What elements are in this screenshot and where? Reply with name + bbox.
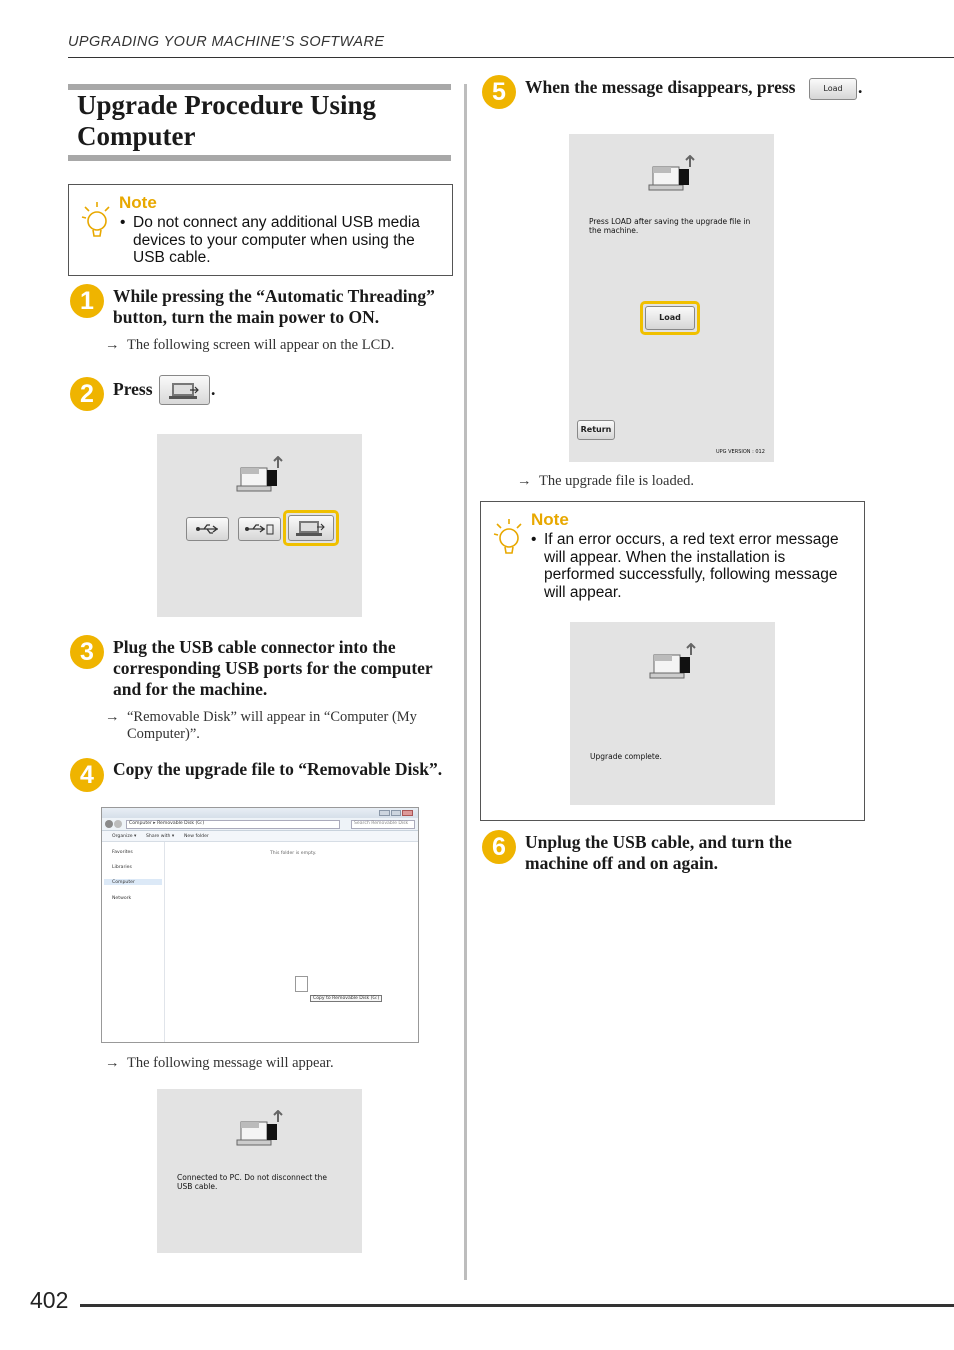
usb-media-button[interactable] — [186, 517, 229, 541]
step-6-text — [525, 832, 865, 874]
note-label-1: Note — [119, 193, 157, 212]
close-button[interactable] — [402, 810, 413, 816]
connected-line2: USB cable. — [177, 1182, 218, 1191]
section-title-line1: Upgrade Procedure Using — [77, 90, 376, 120]
note1-line3: USB cable. — [133, 249, 211, 266]
step-3-line3: and for the machine. — [113, 679, 268, 699]
lcd-screen-load — [569, 134, 774, 462]
computer-connect-button[interactable] — [159, 375, 210, 405]
copy-tooltip: Copy to Removable Disk (G:) — [310, 995, 382, 1002]
window-controls — [379, 810, 413, 816]
usb-storage-icon — [239, 518, 280, 540]
note2-line3: performed successfully, following message — [544, 566, 838, 583]
load-button[interactable]: Load — [645, 306, 695, 330]
machine-upgrade-icon — [647, 155, 697, 193]
step-badge-4: 4 — [70, 758, 104, 792]
address-bar[interactable]: Computer ▸ Removable Disk (G:) — [126, 820, 340, 829]
arrow-icon: → — [517, 473, 532, 489]
note-text-2 — [531, 531, 862, 601]
share-with-menu[interactable]: Share with ▾ — [146, 834, 175, 839]
step-badge-6: 6 — [482, 830, 516, 864]
nav-network[interactable]: Network — [112, 896, 132, 901]
minimize-button[interactable] — [379, 810, 390, 816]
step-5-result — [517, 473, 695, 490]
note-box-1 — [68, 184, 453, 276]
step-3-result — [105, 709, 447, 743]
arrow-icon: → — [105, 709, 120, 725]
machine-upgrade-icon — [235, 1110, 285, 1148]
note1-line2: devices to your computer when using the — [133, 231, 415, 249]
machine-upgrade-icon — [235, 456, 285, 494]
search-box[interactable]: Search Removable Disk — [351, 820, 415, 829]
explorer-titlebar — [102, 808, 418, 818]
note1-line1: Do not connect any additional USB media — [133, 214, 420, 231]
step-1-line2: button, turn the main power to ON. — [113, 307, 380, 327]
organize-menu[interactable]: Organize ▾ — [112, 834, 137, 839]
step-3-result-line1: “Removable Disk” will appear in “Computer (My — [127, 709, 417, 725]
step-3-result-line2: Computer)”. — [127, 726, 200, 742]
arrow-icon: → — [105, 337, 120, 353]
step-3-text — [113, 637, 458, 700]
load-line1: Press LOAD after saving the upgrade file in — [589, 217, 751, 226]
step-6-line1: Unplug the USB cable, and turn the — [525, 832, 792, 852]
version-text: UPG VERSION : 012 — [716, 449, 765, 455]
step-2-text: Press — [113, 379, 153, 399]
step-3-line2: corresponding USB ports for the computer — [113, 658, 433, 678]
arrow-icon: → — [105, 1055, 120, 1071]
step-5-period: . — [858, 77, 863, 97]
new-folder-button[interactable]: New folder — [184, 834, 209, 839]
computer-button[interactable] — [288, 515, 334, 541]
footer-rule — [80, 1304, 954, 1307]
note-label-2: Note — [531, 510, 569, 529]
file-icon[interactable] — [295, 976, 308, 992]
explorer-toolbar — [102, 831, 418, 842]
step-badge-1: 1 — [70, 284, 104, 318]
load-line2: the machine. — [589, 226, 639, 235]
note-box-2 — [480, 501, 865, 821]
back-button[interactable] — [105, 820, 113, 828]
note2-line4: will appear. — [544, 583, 622, 601]
note-bullet-2: • — [531, 531, 537, 548]
connected-message — [177, 1173, 327, 1191]
running-header: UPGRADING YOUR MACHINE’S SOFTWARE — [68, 34, 385, 50]
step-5-result-text: The upgrade file is loaded. — [539, 473, 695, 489]
step-4-text: Copy the upgrade file to “Removable Disk”. — [113, 759, 443, 779]
usb-icon — [187, 518, 228, 540]
note-text-1 — [120, 214, 448, 267]
step-5-text: When the message disappears, press — [525, 77, 796, 97]
note-bullet-1: • — [120, 214, 126, 231]
step-4-result — [105, 1055, 334, 1072]
lightbulb-icon — [81, 199, 113, 239]
forward-button[interactable] — [114, 820, 122, 828]
column-divider — [464, 84, 467, 1280]
step-2-period: . — [211, 379, 216, 399]
step-badge-5: 5 — [482, 75, 516, 109]
step-badge-2: 2 — [70, 377, 104, 411]
return-button[interactable]: Return — [577, 420, 615, 440]
maximize-button[interactable] — [391, 810, 402, 816]
step-1-line1: While pressing the “Automatic Threading” — [113, 286, 435, 306]
step-4-result-text: The following message will appear. — [127, 1055, 334, 1071]
lcd-screen-connected — [157, 1089, 362, 1253]
header-rule — [68, 57, 954, 58]
navigation-pane — [102, 842, 165, 1042]
computer-usb-icon — [160, 376, 209, 404]
step-badge-3: 3 — [70, 635, 104, 669]
nav-computer[interactable]: Computer — [112, 880, 135, 885]
empty-folder-text: This folder is empty. — [270, 851, 317, 856]
connected-line1: Connected to PC. Do not disconnect the — [177, 1173, 327, 1182]
complete-message: Upgrade complete. — [590, 752, 662, 761]
page-number: 402 — [30, 1287, 69, 1313]
lightbulb-icon — [493, 516, 525, 556]
machine-upgrade-icon — [648, 643, 698, 681]
step-1-result-text: The following screen will appear on the LCD. — [127, 337, 395, 353]
step-1-text — [113, 286, 453, 328]
usb-drive-button[interactable] — [238, 517, 281, 541]
explorer-window — [101, 807, 419, 1043]
nav-libraries[interactable]: Libraries — [112, 865, 132, 870]
section-title-line2: Computer — [77, 121, 196, 151]
load-message — [589, 217, 750, 235]
step-1-result — [105, 337, 395, 354]
step-6-line2: machine off and on again. — [525, 853, 719, 873]
note2-line1: If an error occurs, a red text error message — [544, 531, 839, 548]
explorer-address-row — [102, 818, 418, 831]
nav-favorites[interactable]: Favorites — [112, 850, 133, 855]
section-title — [77, 90, 376, 152]
lcd-screen-complete — [570, 622, 775, 805]
load-button-inline[interactable]: Load — [809, 78, 857, 100]
lcd-screen-connection — [157, 434, 362, 617]
note2-line2: will appear. When the installation is — [544, 548, 786, 566]
section-bar-bottom — [68, 155, 451, 161]
computer-usb-icon — [289, 516, 333, 540]
step-3-line1: Plug the USB cable connector into the — [113, 637, 396, 657]
